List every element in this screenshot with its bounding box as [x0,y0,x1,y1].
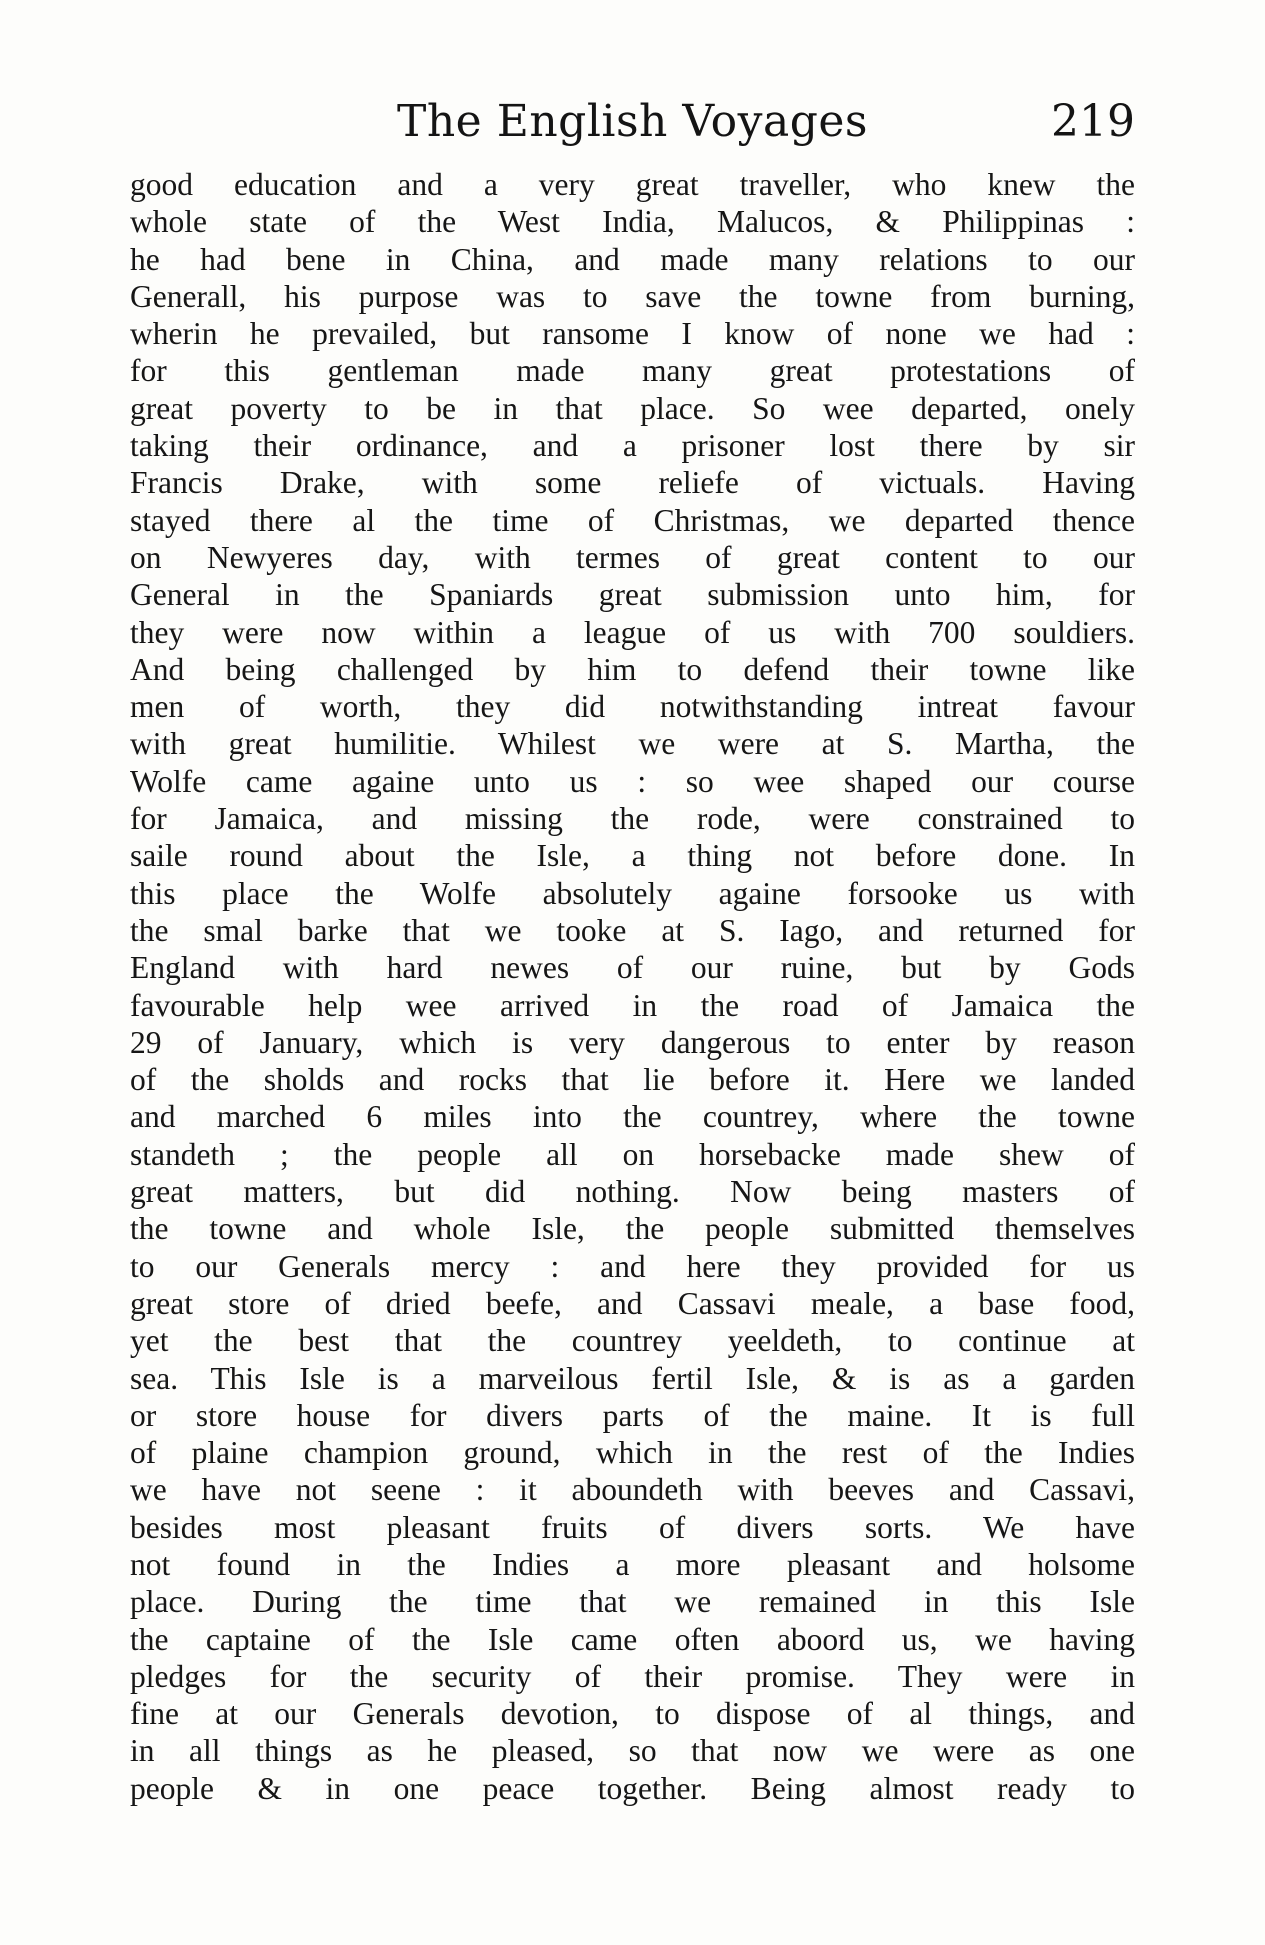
text-line: men of worth, they did notwithstanding intreat favour [130,689,1135,725]
text-line: Wolfe came againe unto us : so wee shaped our course [130,763,1135,799]
text-line: the captaine of the Isle came often aboord us, we having [130,1621,1135,1657]
text-line: General in the Spaniards great submission unto him, for [130,577,1135,613]
text-line: good education and a very great traveller, who knew the [130,167,1135,202]
text-line: yet the best that the countrey yeeldeth, to continue at [130,1323,1135,1359]
running-head [130,92,1135,152]
text-line: standeth ; the people all on horsebacke made shew of [130,1136,1135,1172]
text-line: they were now within a league of us with 700 souldiers. [130,614,1135,650]
text-line: with great humilitie. Whilest we were at S. Martha, the [130,726,1135,762]
text-line: for Jamaica, and missing the rode, were constrained to [130,801,1135,837]
text-line: in all things as he pleased, so that now we were as one [130,1733,1135,1769]
text-line: we have not seene : it aboundeth with beeves and Cassavi, [130,1472,1135,1508]
text-line: of the sholds and rocks that lie before it. Here we landed [130,1062,1135,1098]
text-line: Francis Drake, with some reliefe of victuals. Having [130,465,1135,501]
text-line: the towne and whole Isle, the people submitted themselves [130,1211,1135,1247]
text-line: stayed there al the time of Christmas, we departed thence [130,502,1135,538]
text-line: he had bene in China, and made many relations to our [130,241,1135,277]
running-title: The English Voyages [397,96,868,147]
text-line: not found in the Indies a more pleasant and holsome [130,1546,1135,1582]
text-line: great poverty to be in that place. So wee departed, onely [130,390,1135,426]
text-line: or store house for divers parts of the maine. It is full [130,1397,1135,1433]
text-line: the smal barke that we tooke at S. Iago, and returned for [130,912,1135,948]
text-line: people & in one peace together. Being almost ready to [130,1770,1135,1806]
text-line: this place the Wolfe absolutely againe forsooke us with [130,875,1135,911]
text-line: great store of dried beefe, and Cassavi meale, a base food, [130,1285,1135,1321]
text-line: besides most pleasant fruits of divers sorts. We have [130,1509,1135,1545]
text-line: 29 of January, which is very dangerous to enter by reason [130,1024,1135,1060]
body-text [130,166,1135,1807]
page-number: 219 [1051,96,1135,147]
text-line: to our Generals mercy : and here they provided for us [130,1248,1135,1284]
text-line: England with hard newes of our ruine, but by Gods [130,950,1135,986]
text-line: saile round about the Isle, a thing not before done. In [130,838,1135,874]
text-line: place. During the time that we remained in this Isle [130,1584,1135,1620]
text-line: fine at our Generals devotion, to dispose of al things, and [130,1696,1135,1732]
text-line: favourable help wee arrived in the road of Jamaica the [130,987,1135,1023]
text-line: taking their ordinance, and a prisoner lost there by sir [130,428,1135,464]
text-line: pledges for the security of their promise. They were in [130,1658,1135,1694]
text-line: for this gentleman made many great protestations of [130,353,1135,389]
text-line: on Newyeres day, with termes of great content to our [130,539,1135,575]
text-line: whole state of the West India, Malucos, & Philippinas : [130,204,1135,240]
text-line: Generall, his purpose was to save the towne from burning, [130,278,1135,314]
text-line: sea. This Isle is a marveilous fertil Isle, & is as a garden [130,1360,1135,1396]
text-line: great matters, but did nothing. Now being masters of [130,1174,1135,1210]
text-line: and marched 6 miles into the countrey, where the towne [130,1099,1135,1135]
text-line: And being challenged by him to defend their towne like [130,651,1135,687]
text-line: of plaine champion ground, which in the rest of the Indies [130,1435,1135,1471]
text-line: wherin he prevailed, but ransome I know of none we had : [130,316,1135,352]
